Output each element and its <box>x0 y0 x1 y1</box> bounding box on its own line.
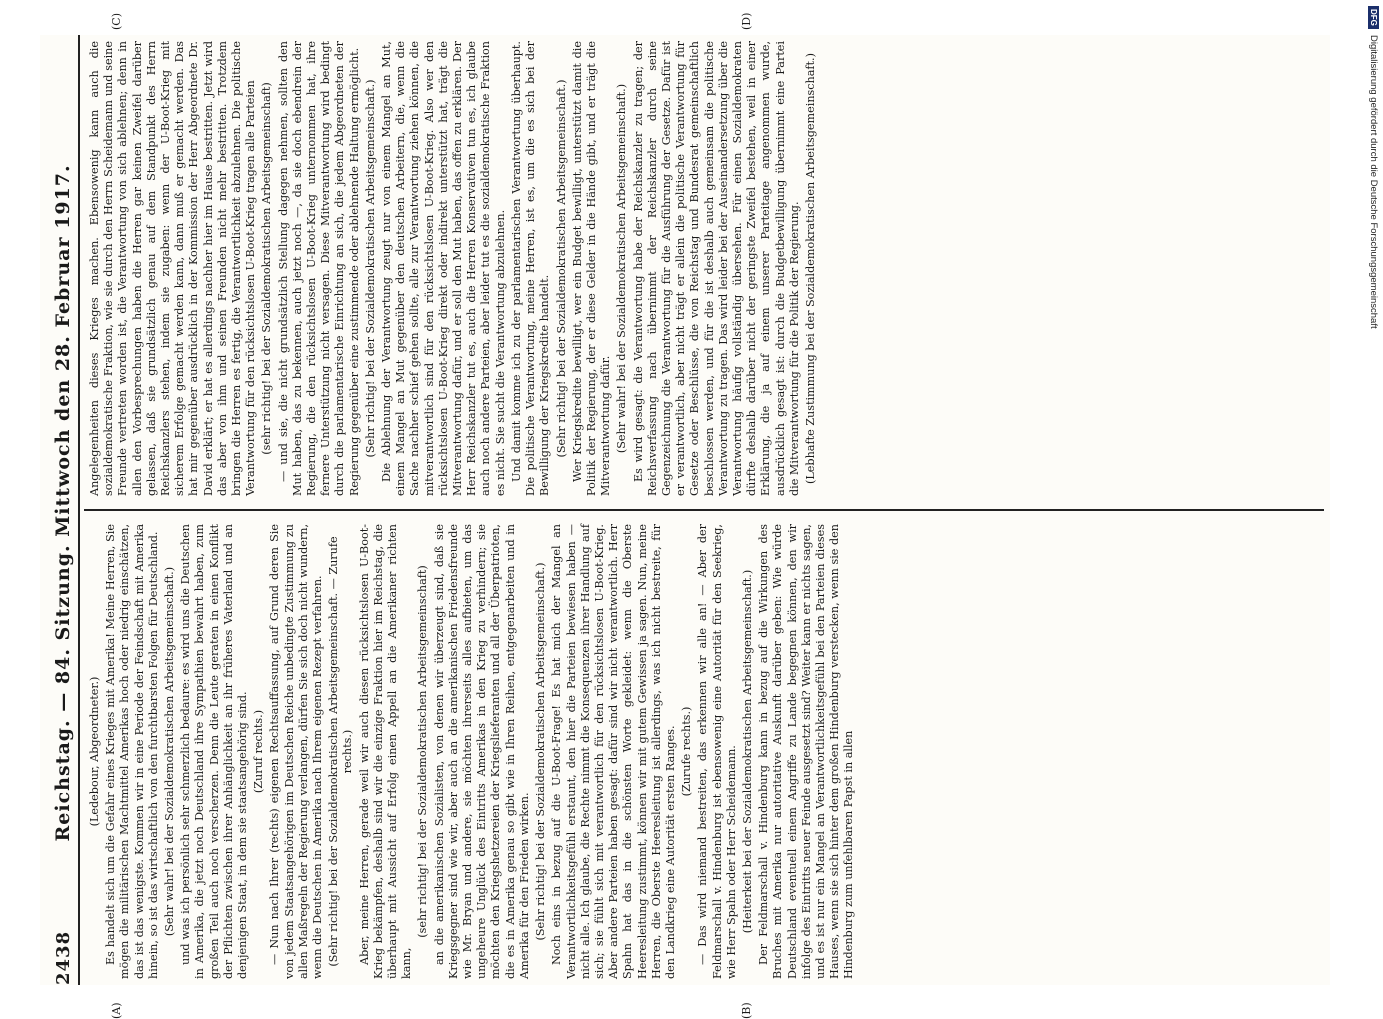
funding-notice: Digitalisierung gefördert durch die Deutsche Forschungsgemeinschaft <box>1368 34 1379 329</box>
paragraph: — und sie, die nicht grundsätzlich Stellung dagegen nehmen, sollten den Mut haben, das zu bekennen, auch jetzt noch —, da sie doch ebendrein der Regierung, die den rücksichtslosen U-Boot-Krieg unternommen hat, ihre fernere Unterstützung nicht versagen. Diese Mitverantwortung wird bedingt durch die parlamentarische Einrichtung an sich, die jedem Abgeordneten der Regierung gegenüber eine zustimmende oder ablehnende Haltung ermöglicht. <box>276 41 361 496</box>
interjection: (sehr richtig! bei der Sozialdemokratischen Arbeitsgemeinschaft) <box>416 565 430 938</box>
interjection: (Zurufe rechts.) <box>680 706 694 797</box>
dfg-logo: DFG <box>1368 6 1379 29</box>
interjection: (Sehr richtig! bei der Sozialdemokratischen Arbeitsgemeinschaft. — Zurufe rechts.) <box>327 536 355 967</box>
text-column-right <box>88 41 820 496</box>
interjection: (Sehr wahr! bei der Sozialdemokratischen Arbeitsgemeinschaft.) <box>163 566 177 937</box>
paragraph: Noch eins in bezug auf die U-Boot-Frage! Es hat mich der Mangel an Verantwortlichkeitsgefühl erstaunt, den hier die Parteien bewiesen haben — nicht alle. Ich glaube, die Rechte nimmt die Konsequenzen ihrer Handlung auf sich; sie fühlt sich mit verantwortlich für den rücksichtslosen U-Boot-Krieg. Aber andere Parteien haben gesagt: dafür sind wir nicht verantwortlich. Herr Spahn hat das in die schönsten Worte gekleidet: wenn die Oberste Heeresleitung zustimmt, können wir mit gutem Gewissen ja sagen. Nun, meine Herren, die Oberste Heeresleitung ist allerdings, was ich nicht bestreite, für den Landkrieg eine Autorität ersten Ranges. <box>550 524 677 979</box>
paragraph: Es wird gesagt: die Verantwortung habe der Reichskanzler zu tragen; der Reichsverfassung nach übernimmt der Reichskanzler durch seine Gegenzeichnung die Verantwortung für die Ausführung der Gesetze. Dafür ist er verantwortlich, aber nicht trägt er allein die politische Verantwortung für Gesetze oder Beschlüsse, die von Reichstag und Bundesrat gemeinschaftlich beschlossen werden, und für die ist deshalb auch gemeinsam die politische Verantwortung zu tragen. Das wird leider bei der Auseinandersetzung über die Verantwortung häufig vollständig übersehen. Für einen Sozialdemokraten dürfte deshalb darüber nicht der geringste Zweifel bestehen, weil in einer Erklärung, die ja auf einem unserer Parteitage angenommen wurde, ausdrücklich gesagt ist: durch die Budgetbewilligung übernimmt eine Partei die Mitverantwortung für die Politik der Regierung. <box>631 41 801 496</box>
interjection: (Zuruf rechts.) <box>252 709 266 794</box>
interjection: (Heiterkeit bei der Sozialdemokratischen Arbeitsgemeinschaft.) <box>740 569 754 934</box>
column-divider <box>84 509 1324 511</box>
interjection: (Sehr wahr! bei der Sozialdemokratischen Arbeitsgemeinschaft.) <box>615 83 629 454</box>
interjection: (sehr richtig! bei der Sozialdemokratischen Arbeitsgemeinschaft) <box>260 82 274 455</box>
paragraph: Und damit komme ich zu der parlamentarischen Verantwortung überhaupt. Die politische Verantwortung, meine Herren, ist es, um die es sich bei der Bewilligung der Kriegskredite handelt. <box>509 41 552 496</box>
paragraph: an die amerikanischen Sozialisten, von denen wir überzeugt sind, daß sie Kriegsgegner sind wie wir, aber auch an die amerikanischen Friedensfreunde wie Mr. Bryan und andere, sie möchten ihrerseits alles aufbieten, um das ungeheure Unglück des Eintritts Amerikas in den Krieg zu verhindern; sie möchten den Kriegshetzereien der Kriegslieferanten und all der Überpatrioten, die es in Amerika genau so gibt wie in Ihren Reihen, entgegenarbeiten und in Amerika für den Frieden wirken. <box>432 524 531 979</box>
newspaper-page <box>40 12 1330 1019</box>
paragraph: und was ich persönlich sehr schmerzlich bedaure: es wird uns die Deutschen in Amerika, die jetzt noch Deutschland ihre Sympathien bewahrt haben, zum großen Teil auch noch verscherzen. Denn die Leute geraten in einen Konflikt der Pflichten zwischen ihrer Anhänglichkeit an ihr früheres Vaterland und an denjenigen Staat, in dem sie staatsangehörig sind. <box>179 524 250 979</box>
digitization-note <box>1368 6 1379 329</box>
paragraph: Die Ablehnung der Verantwortung zeugt nur von einem Mangel an Mut, einem Mangel an Mut gegenüber den deutschen Arbeitern, die, wenn die Sache nachher schief gehen sollte, alle zur Verantwortung ziehen können, die mitverantwortlich sind für den rücksichtslosen U-Boot-Krieg. Also wer den rücksichtslosen U-Boot-Krieg direkt oder indirekt unterstützt hat, trägt die Mitverantwortung dafür, und er soll den Mut haben, das offen zu erklären. Der Herr Reichskanzler tut es, auch die Herren Konservativen tun es, ich glaube auch noch andere Parteien, aber leider tut es die sozialdemokratische Fraktion es nicht. Sie sucht die Verantwortung abzulehnen. <box>380 41 507 496</box>
page-title: Reichstag. — 84. Sitzung. Mittwoch den 28. Februar 1917. <box>52 164 74 842</box>
paragraph: Aber, meine Herren, gerade weil wir auch diesen rücksichtslosen U-Boot-Krieg bekämpfen, deshalb sind wir die einzige Fraktion hier im Reichstag, die überhaupt mit Aussicht auf Erfolg einen Appell an die Amerikaner richten kann, <box>357 524 414 979</box>
margin-mark-a: (A) <box>110 1002 123 1019</box>
paragraph: Es handelt sich um die Gefahr eines Krieges mit Amerika! Meine Herren, Sie mögen die militärischen Machtmittel Amerikas hoch oder niedrig einschätzen, das ist das wenigste. Kommen wir in eine Periode der Feindschaft mit Amerika hinein, so ist das wirtschaftlich von den furchtbarsten Folgen für Deutschland. <box>104 524 160 979</box>
page-header <box>40 35 80 985</box>
interjection: (Sehr richtig! bei der Sozialdemokratischen Arbeitsgemeinschaft.) <box>363 79 377 458</box>
paragraph: — Nun nach Ihrer (rechts) eigenen Rechtsauffassung, auf Grund deren Sie von jedem Staatsangehörigen im Deutschen Reiche unbedingte Zustimmung zu allen Maßregeln der Regierung verlangen, dürfen Sie sich doch nicht wundern, wenn die Deutschen in Amerika nach Ihrem eigenen Rezept verfahren. <box>268 524 325 979</box>
interjection: (Sehr richtig! bei der Sozialdemokratischen Arbeitsgemeinschaft.) <box>554 79 568 458</box>
paragraph: Wer Kriegskredite bewilligt, wer ein Budget bewilligt, unterstützt damit die Politik der Regierung, der er diese Gelder in die Hände gibt, und er trägt die Mitverantwortung dafür. <box>570 41 613 496</box>
speaker-line: (Ledebour, Abgeordneter.) <box>88 676 101 827</box>
margin-mark-d: (D) <box>740 12 753 30</box>
paragraph: — Das wird niemand bestreiten, das erkennen wir alle an! — Aber der Feldmarschall v. Hindenburg ist ebensowenig eine Autorität für den Seekrieg, wie Herr Spahn oder Herr Scheidemann. <box>696 524 738 979</box>
paragraph: Angelegenheiten dieses Krieges machen. Ebensowenig kann auch die sozialdemokratische Fraktion, wie sie durch den Herrn Scheidemann und seine Freunde vertreten worden ist, die Verantwortung von sich ablehnen; denn in allen den Vorbesprechungen haben die Herren gar keinen Zweifel darüber gelassen, daß sie grundsätzlich genau auf dem Standpunkt des Herrn Reichskanzlers stehen, indem sie zugaben: wenn der U-Boot-Krieg mit sicherem Erfolge gemacht werden kann, dann muß er gemacht werden. Das hat mir gegenüber ausdrücklich in der Kommission der Herr Abgeordnete Dr. David erklärt; er hat es allerdings nachher hier im Hause bestritten. Jetzt wird das aber von ihm und seinen Freunden nicht mehr bestritten. Trotzdem bringen die Herren es fertig, die Verantwortlichkeit abzulehnen. Die politische Verantwortung für den rücksichtslosen U-Boot-Krieg tragen alle Parteien <box>88 41 258 496</box>
interjection: (Sehr richtig! bei der Sozialdemokratischen Arbeitsgemeinschaft.) <box>534 562 548 941</box>
margin-mark-c: (C) <box>110 13 123 30</box>
page-number: 2438 <box>53 930 74 985</box>
text-column-left <box>88 524 859 979</box>
interjection: (Lebhafte Zustimmung bei der Sozialdemokratischen Arbeitsgemeinschaft.) <box>803 53 817 484</box>
margin-mark-b: (B) <box>740 1002 753 1019</box>
paragraph: Der Feldmarschall v. Hindenburg kann in bezug auf die Wirkungen des Bruches mit Amerika nur autoritative Auskunft darüber geben: Wie würde Deutschland eventuell einem Angriffe zu Lande begegnen können, den wir infolge des Eintritts neuer Feinde ausgesetzt sind? Weiter kann er nichts sagen, und es ist nur ein Mangel an Verantwortlichkeitsgefühl bei den Parteien dieses Hauses, wenn sie sich hinter dem großen Hindenburg verstecken, wenn sie den Hindenburg zum unfehlbaren Papst in allen <box>757 524 856 979</box>
